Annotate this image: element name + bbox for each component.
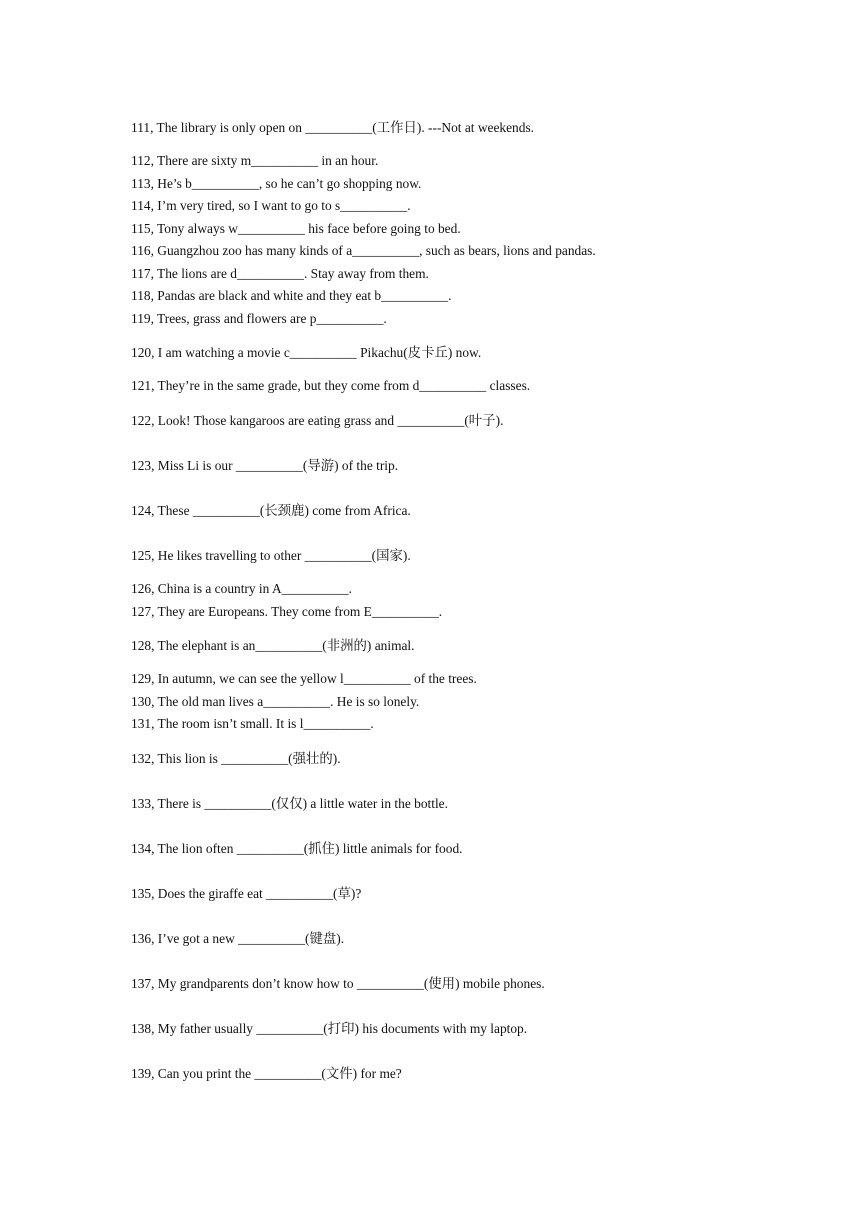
question-135: 135, Does the giraffe eat __________(草)? — [131, 886, 362, 901]
question-125: 125, He likes travelling to other __________(国家). — [131, 548, 411, 563]
question-128: 128, The elephant is an__________(非洲的) animal. — [131, 638, 415, 653]
question-134: 134, The lion often __________(抓住) little animals for food. — [131, 841, 463, 856]
question-116: 116, Guangzhou zoo has many kinds of a__________, such as bears, lions and pandas. — [131, 243, 596, 258]
question-115: 115, Tony always w__________ his face before going to bed. — [131, 221, 461, 236]
question-139: 139, Can you print the __________(文件) for me? — [131, 1066, 402, 1081]
question-114: 114, I’m very tired, so I want to go to s__________. — [131, 198, 411, 213]
question-122: 122, Look! Those kangaroos are eating grass and __________(叶子). — [131, 413, 504, 428]
question-138: 138, My father usually __________(打印) his documents with my laptop. — [131, 1021, 528, 1036]
question-137: 137, My grandparents don’t know how to __________(使用) mobile phones. — [131, 976, 545, 991]
question-129: 129, In autumn, we can see the yellow l__________ of the trees. — [131, 671, 477, 686]
question-130: 130, The old man lives a__________. He is so lonely. — [131, 694, 420, 709]
question-132: 132, This lion is __________(强壮的). — [131, 751, 341, 766]
question-119: 119, Trees, grass and flowers are p__________. — [131, 311, 387, 326]
question-111: 111, The library is only open on __________(工作日). ---Not at weekends. — [131, 120, 535, 135]
question-127: 127, They are Europeans. They come from E__________. — [131, 604, 443, 619]
question-126: 126, China is a country in A__________. — [131, 581, 352, 596]
question-131: 131, The room isn’t small. It is l__________. — [131, 716, 374, 731]
question-113: 113, He’s b__________, so he can’t go shopping now. — [131, 176, 422, 191]
question-124: 124, These __________(长颈鹿) come from Africa. — [131, 503, 411, 518]
question-136: 136, I’ve got a new __________(键盘). — [131, 931, 345, 946]
question-121: 121, They’re in the same grade, but they come from d__________ classes. — [131, 378, 531, 393]
question-123: 123, Miss Li is our __________(导游) of the trip. — [131, 458, 399, 473]
question-120: 120, I am watching a movie c__________ Pikachu(皮卡丘) now. — [131, 345, 482, 360]
question-118: 118, Pandas are black and white and they eat b__________. — [131, 288, 452, 303]
question-133: 133, There is __________(仅仅) a little water in the bottle. — [131, 796, 448, 811]
question-112: 112, There are sixty m__________ in an hour. — [131, 153, 379, 168]
question-117: 117, The lions are d__________. Stay away from them. — [131, 266, 429, 281]
